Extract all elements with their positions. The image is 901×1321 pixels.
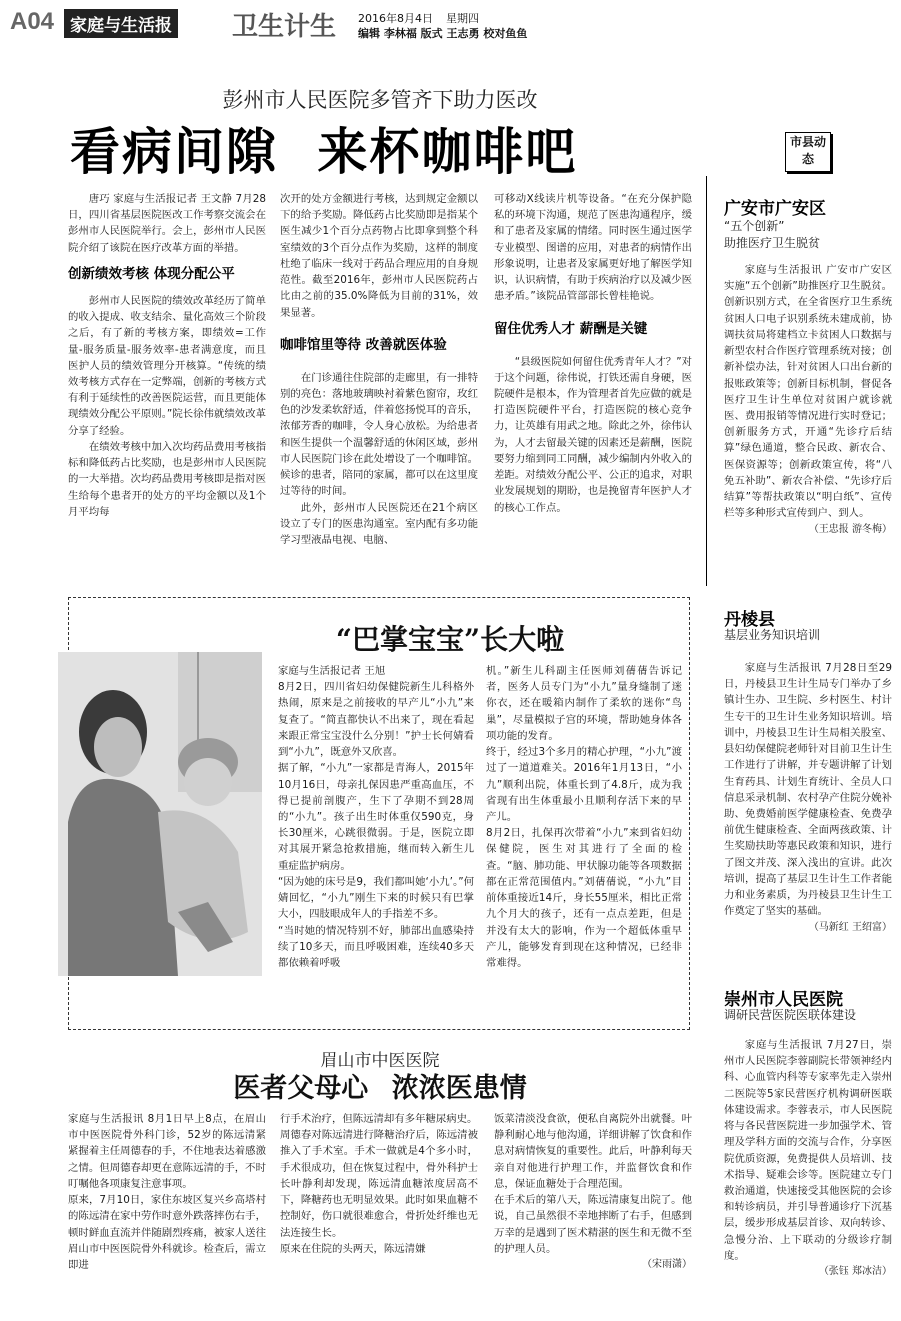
main-col1-p1: 彭州市人民医院的绩效改革经历了简单的收入提成、收支结余、量化高效三个阶段之后，有了新的考核方案，即绩效=工作量-服务质量-服务效率-患者满意度，而且医护人员的绩效管理分开核算。“传统的绩效考核方式存在一定弊端，创新的考核方式有利于延续性的改善医院运营，而且更能体现绩效分配公平原则。”院长徐伟就绩效改革分享了经验。 xyxy=(68,294,266,437)
baby-photo-illustration xyxy=(58,652,262,976)
baby-column-1: 家庭与生活报记者 王旭 8月2日，四川省妇幼保健院新生儿科格外热闹，原来是之前接收的早产儿“小九”来复查了。“简直都快认不出来了，现在看起来跟正常宝宝没什么分别！”护士长何婧看到“小九”，既意外又欣喜。 据了解，“小九”一家都是青海人，2015年10月16日，母亲扎保因患严重高血压，不得已提前剖腹产，生下了孕期不到28周的“小九”。孩子出生时体重仅590克，身长30厘米，心跳很微弱。于是，医院立即对其展开紧急抢救措施，继而转入新生儿重症监护病房。 “因为她的床号是9，我们都叫她‘小九’。”何婧回忆，“小九”刚生下来的时候只有巴掌大小，四肢眼成年人的手指差不多。 “当时她的情况特别不好，肺部出血感染持续了10多天，而且呼吸困难，连续40多天都依赖着呼吸 xyxy=(278,665,474,969)
issue-date: 2016年8月4日 xyxy=(358,12,433,25)
main-col2-p2: 在门诊通往住院部的走廊里，有一排特别的亮色：落地玻璃映衬着紫色窗帘，玫红色的沙发柔软舒适，伴着悠扬悦耳的音乐，浓郁芳香的咖啡，令人身心放松。为给患者和医生提供一个温馨舒适的休闲区域，彭州市人民医院门诊在此处增设了一个咖啡馆。候诊的患者，陪同的家属，都可以在这里度过等待的时间。 xyxy=(280,371,478,498)
main-subtitle: 彭州市人民医院多管齐下助力医改 xyxy=(222,88,538,112)
main-lead: 唐巧 家庭与生活报记者 王文静 7月28日，四川省基层医院医改工作考察交流会在彭州市人民医院举行。会上，彭州市人民医院介绍了该院在医疗改革方面的举措。 xyxy=(68,193,266,254)
sidebar-item-2-body xyxy=(724,660,892,958)
baby-photo xyxy=(58,652,262,976)
sidebar-item-1-title: 广安市广安区 xyxy=(724,199,826,219)
ms-column-3 xyxy=(494,1111,692,1311)
ms-label: 眉山市中医医院 xyxy=(320,1051,440,1071)
subhead-1: 创新绩效考核 体现分配公平 xyxy=(68,265,235,282)
section-name: 卫生计生 xyxy=(232,12,337,42)
ms-column-3-text: 饭菜清淡没食欲，便私自离院外出就餐。叶静利耐心地与他沟通，详细讲解了饮食和作息对病情恢复的重要性。此后，叶静利每天亲自对他进行护理工作，并监督饮食和作息，保证血糖处于合理范围。 在手术后的第八天，陈远清康复出院了。他说，自己虽然很不幸地摔断了右手，但感到万幸的是遇到了医术精湛的医生和无微不至的护理人员。 xyxy=(494,1113,692,1255)
main-column-2 xyxy=(280,191,478,587)
sidebar-item-1-text: 家庭与生活报讯 广安市广安区实施“五个创新”助推医疗卫生脱贫。创新识别方式，在全省医疗卫生系统贫困人口电子识别系统未建成前，协调扶贫局将建档立卡贫困人口数据与新型农村合作医疗管理系统对接；创新补偿办法，针对贫困人口出台新的报账政策等；创新目标机制，督促各医疗卫生计生单位对贫困户就诊就医、费用报销等情况进行实时登记；创新服务方式，开通“先诊疗后结算”绿色通道，整合民政、新农合、医保资源等；创新政策宣传，将“八免五补助”、新农合补偿、“先诊疗后结算”等帮扶政策以“明白纸”、宣传栏等多种形式宣传到户、到人。 xyxy=(724,264,892,520)
main-col3-p1: 可移动X线读片机等设备。“在充分保护隐私的环境下沟通，规范了医患沟通程序，缓和了患者及家属的情绪。同时医生通过医学专业模型、图谱的应用，对患者的病情作出形象说明，让患者及家属更好地了解医学知识，认识病情，有助于疾病治疗以及减少医患矛盾。”该院品管部部长曾桂艳说。 xyxy=(494,193,692,303)
baby-column-2: 机。”新生儿科副主任医师刘蒨蒨告诉记者，医务人员专门为“小九”量身缝制了迷你衣，还在暖箱内制作了柔软的迷你“鸟巢”，尽量模拟子宫的环境，帮助她身体各项功能的发育。 终于，经过3个多月的精心护理，“小九”渡过了一道道难关。2016年1月13日，“小九”顺利出院，体重长到了4.8斤，成为我省现有出生体重最小且顺利存活下来的早产儿。 8月2日，扎保再次带着“小九”来到省妇幼保健院，医生对其进行了全面的检查。“脑、肺功能、甲状腺功能等各项数据都在正常范围值内。”刘蒨蒨说，“小九”目前体重接近14斤，身长55厘米，相比正常九个月大的孩子，还有一点点差距，但是并没有太大的影响，作为一个超低体重早产儿，能够发育到现在这种情况，已经非常难得。 xyxy=(486,665,682,969)
ms-column-1: 家庭与生活报讯 8月1日早上8点，在眉山市中医医院骨外科门诊，52岁的陈远清紧紧握着主任周德春的手，不住地表达着感激之情。但周德春却更在意陈远清的手，不时叮嘱他各项康复注意事项。 原来，7月10日，家住东坡区复兴乡高塔村的陈远清在家中劳作时意外跌落摔伤右手，顿时鲜血直流并伴随剧烈疼痛，被家人送往眉山市中医医院骨外科就诊。检查后，需立即进 xyxy=(68,1113,266,1271)
sidebar-item-1-sub2: 助推医疗卫生脱贫 xyxy=(724,236,821,250)
staff-line: 编辑 李林福 版式 王志勇 校对鱼鱼 xyxy=(358,27,528,40)
paper-name-logo: 家庭与生活报 xyxy=(64,9,178,38)
page-number: A04 xyxy=(10,8,55,35)
main-column-divider xyxy=(706,176,707,586)
section-tag-label: 市县动态 xyxy=(789,135,826,166)
sidebar-item-1-credit: （王忠报 游冬梅） xyxy=(808,523,892,535)
issue-weekday: 星期四 xyxy=(446,12,479,25)
main-headline: 看病间隙 来杯咖啡吧 xyxy=(70,122,578,181)
sidebar-item-3-sub: 调研民营医院医联体建设 xyxy=(724,1008,857,1022)
ms-credit: （宋雨潇） xyxy=(642,1258,692,1270)
main-column-1 xyxy=(68,191,266,587)
main-column-3 xyxy=(494,191,692,587)
main-col2-p1: 次开的处方金额进行考核，达到规定金额以下的给予奖励。降低药占比奖励即是指某个医生减少1个百分点药物占比即拿到整个科室绩效的3个百分点作为奖励，这样的制度杜绝了临床一线对于药品合理应用的自身规范性。截至2016年，彭州市人民医院药占比由之前的35.0%降低为目前的31%，效果显著。 xyxy=(280,193,478,319)
baby-story-title: “巴掌宝宝”长大啦 xyxy=(335,623,565,656)
sidebar-item-3-title: 崇州市人民医院 xyxy=(724,990,843,1010)
sidebar-item-3-body xyxy=(724,1037,892,1313)
sidebar-item-3-text: 家庭与生活报讯 7月27日，崇州市人民医院李蓉副院长带领神经内科、心血管内科等专家率先走入崇州二医院等5家民营医疗机构调研医联体建设需求。李蓉表示，市人民医院将与各民营医院进一步加强学术、管理及学科方面的交流与合作，分享医院优质资源，免费提供人员培训、技术指导、疑难会诊等。医院建立专门救治通道，快速接受其他医院的会诊和转诊病员，并引导普通诊疗下沉基层，缓步形成基层首诊、双向转诊、急慢分治、上下联动的分级诊疗制度。 xyxy=(724,1039,892,1262)
sidebar-item-1-sub1: “五个创新” xyxy=(724,219,785,233)
sidebar-item-1-body xyxy=(724,262,892,580)
sidebar-item-3-credit: （张钰 郑冰洁） xyxy=(818,1266,892,1278)
main-col2-p3: 此外，彭州市人民医院还在21个病区设立了专门的医患沟通室。室内配有多功能学习型液晶电视、电脑、 xyxy=(280,501,478,546)
subhead-2: 咖啡馆里等待 改善就医体验 xyxy=(280,336,447,353)
main-col3-p2: “县级医院如何留住优秀青年人才？”对于这个问题，徐伟说，打铁还需自身硬，医院硬件是根本，作为管理者首先应做的就是打造医院硬件平台，打造医院的核心竞争力，让英雄有用武之地。除此之外，徐伟认为，人才去留最关键的因素还是薪酬，医院要努力缩到同工同酬，减少编制内外收入的差距。对绩效分配公平、公正的追求，对职业发展规划的期盼，也是挽留青年医护人才的核心工作点。 xyxy=(494,355,692,514)
sidebar-item-2-credit: （马新红 王绍富） xyxy=(808,921,892,933)
sidebar-item-2-sub: 基层业务知识培训 xyxy=(724,628,821,642)
sidebar-item-2-title: 丹棱县 xyxy=(724,610,775,630)
ms-column-2: 行手术治疗，但陈远清却有多年糖尿病史。 周德春对陈远清进行降糖治疗后，陈远清被推入了手术室。手术一做就是4个多小时，手术很成功，但在恢复过程中，骨外科护士长叶静利却发现，陈远清血糖浓度居高不下，降糖药也无明显效果。此时如果血糖不控制好，伤口就很难愈合，骨折处纤维也无法连接生长。 原来在住院的头两天，陈远清嫌 xyxy=(280,1113,478,1255)
ms-headline: 医者父母心 浓浓医患情 xyxy=(233,1073,527,1104)
subhead-3: 留住优秀人才 薪酬是关键 xyxy=(494,320,648,337)
main-col1-p2: 在绩效考核中加入次均药品费用考核指标和降低药占比奖励，也是彭州市人民医院的一大举措。次均药品费用考核即是指对医生给每个患者开的处方的平均金额以及1个月平均每 xyxy=(68,440,266,518)
page-header xyxy=(6,6,746,40)
sidebar-item-2-text: 家庭与生活报讯 7月28日至29日，丹棱县卫生计生局专门举办了乡镇计生办、卫生院、乡村医生、村计生专干的卫生计生业务知识培训。培训中，丹棱县卫生计生局相关股室、县妇幼保健院老师针对目前卫生计生工作进行了讲解，并专题讲解了计划生育药具、计划生育统计、全员人口信息采录机制、农村孕产住院分娩补助、免费婚前医学健康检查、免费孕前优生健康检查、全面两孩政策、计生奖励扶助等惠民政策和知识，进行了图文并茂、深入浅出的宣讲。此次培训，提高了基层卫生计生工作者能力和业务素质，为丹棱县卫生计生工作奠定了坚实的基础。 xyxy=(724,662,892,918)
